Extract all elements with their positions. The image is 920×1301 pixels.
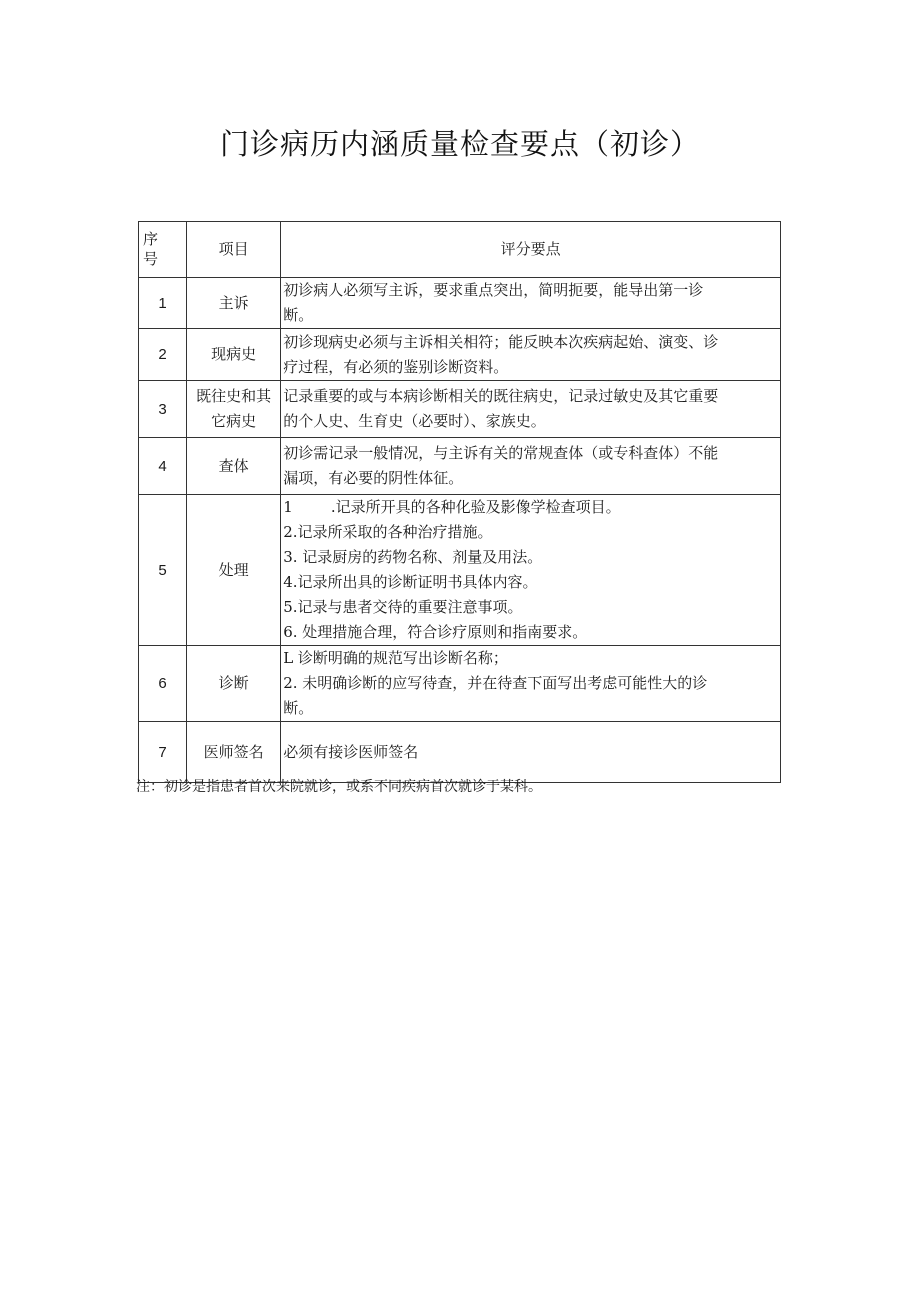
- row-item: [187, 722, 281, 783]
- row-criteria: [281, 329, 781, 381]
- row-number: 2: [139, 329, 187, 381]
- footnote: 注：初诊是指患者首次来院就诊，或系不同疾病首次就诊于某科。: [136, 779, 542, 795]
- row-item-line: 现病史: [211, 345, 257, 363]
- row-number: 3: [139, 381, 187, 438]
- row-item-line: 它病史: [211, 412, 257, 430]
- row-criteria: [281, 646, 781, 722]
- criteria-line: 6. 处理措施合理，符合诊疗原则和指南要求。: [283, 623, 588, 641]
- criteria-line: 3. 记录厨房的药物名称、剂量及用法。: [283, 548, 543, 566]
- row-criteria: [281, 495, 781, 646]
- table-row: [139, 722, 781, 783]
- criteria-line: 漏项，有必要的阴性体征。: [283, 469, 464, 487]
- page-title: 门诊病历内涵质量检查要点（初诊）: [219, 127, 700, 161]
- row-number: 4: [139, 438, 187, 495]
- row-item: [187, 438, 281, 495]
- criteria-line: 初诊需记录一般情况，与主诉有关的常规查体（或专科查体）不能: [283, 444, 719, 462]
- header-no-line-2: 号: [143, 250, 159, 268]
- row-number: 1: [139, 278, 187, 329]
- criteria-line: 5.记录与患者交待的重要注意事项。: [283, 598, 523, 616]
- table-header-row: [139, 222, 781, 278]
- row-item: [187, 278, 281, 329]
- criteria-line: 疗过程，有必须的鉴别诊断资料。: [283, 357, 509, 376]
- header-no: [139, 222, 187, 278]
- row-criteria: [281, 381, 781, 438]
- criteria-line: 的个人史、生育史（必要时）、家族史。: [283, 412, 546, 430]
- criteria-line: 断。: [283, 699, 314, 717]
- table-row: [139, 329, 781, 381]
- criteria-line: 1 .记录所开具的各种化验及影像学检查项目。: [283, 498, 621, 516]
- row-item: [187, 329, 281, 381]
- criteria-line: L 诊断明确的规范写出诊断名称；: [283, 649, 508, 667]
- criteria-line: 2.记录所采取的各种治疗措施。: [283, 523, 493, 541]
- criteria-line: 初诊现病史必须与主诉相关相符；能反映本次疾病起始、演变、诊: [283, 332, 719, 351]
- header-item: 项目: [187, 222, 281, 278]
- table-row: [139, 438, 781, 495]
- row-item-line: 查体: [218, 456, 249, 475]
- criteria-line: 4.记录所出具的诊断证明书具体内容。: [283, 573, 538, 591]
- row-criteria: [281, 722, 781, 783]
- row-item-line: 既往史和其: [196, 387, 272, 405]
- row-criteria: [281, 278, 781, 329]
- row-item: [187, 381, 281, 438]
- row-criteria: [281, 438, 781, 495]
- criteria-line: 2. 未明确诊断的应写待查，并在待查下面写出考虑可能性大的诊: [283, 674, 708, 692]
- criteria-line: 必须有接诊医师签名: [283, 742, 419, 761]
- criteria-line: 断。: [283, 306, 314, 324]
- header-criteria: 评分要点: [281, 222, 781, 278]
- table-row: [139, 278, 781, 329]
- row-item: [187, 646, 281, 722]
- row-item-line: 处理: [218, 560, 249, 579]
- row-number: 6: [139, 646, 187, 722]
- quality-checklist-table: [138, 221, 781, 783]
- row-number: 7: [139, 722, 187, 783]
- criteria-line: 初诊病人必须写主诉，要求重点突出，简明扼要，能导出第一诊: [283, 281, 704, 299]
- header-no-line-1: 序: [143, 230, 159, 248]
- row-item: [187, 495, 281, 646]
- table-row: [139, 381, 781, 438]
- row-item-line: 诊断: [218, 674, 249, 692]
- row-item-line: 主诉: [218, 293, 249, 312]
- table-row: [139, 646, 781, 722]
- table-row: [139, 495, 781, 646]
- criteria-line: 记录重要的或与本病诊断相关的既往病史，记录过敏史及其它重要: [283, 387, 719, 405]
- row-number: 5: [139, 495, 187, 646]
- row-item-line: 医师签名: [203, 742, 264, 761]
